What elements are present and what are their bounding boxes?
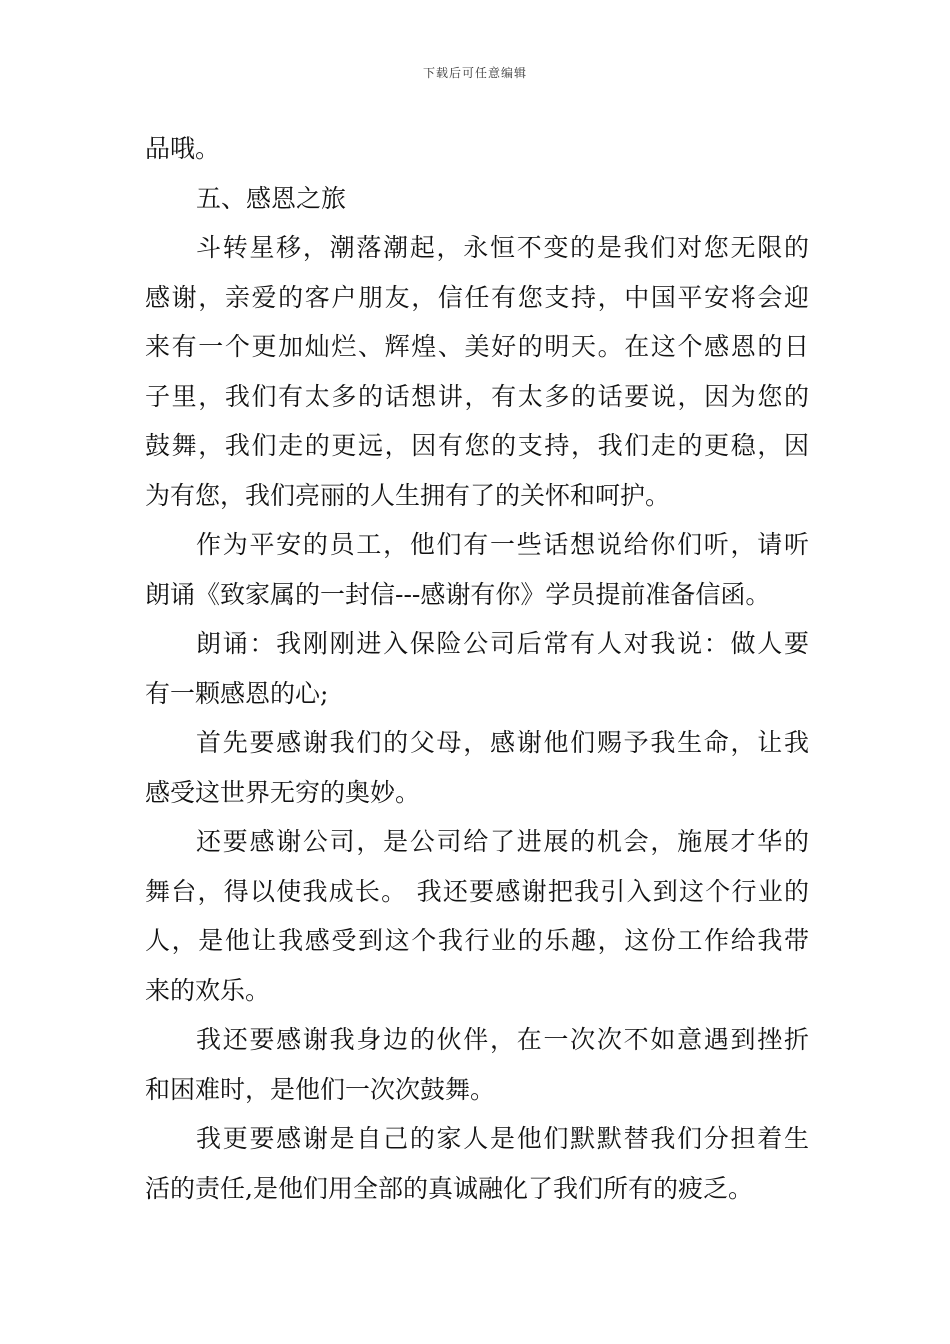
text-line: 作为平安的员工，他们有一些话想说给你们听，请听 [196,530,809,559]
text-line: 为有您，我们亮丽的人生拥有了的关怀和呵护。 [145,480,671,510]
text-line: 和困难时，是他们一次次鼓舞。 [145,1074,496,1104]
text-line: 舞台，得以使我成长。 我还要感谢把我引入到这个行业的 [145,876,809,906]
text-line: 来的欢乐。 [145,975,271,1005]
text-line: 感谢，亲爱的客户朋友，信任有您支持，中国平安将会迎 [145,282,809,312]
text-line: 人，是他让我感受到这个我行业的乐趣，这份工作给我带 [145,926,809,955]
text-line: 来有一个更加灿烂、辉煌、美好的明天。在这个感恩的日 [145,332,809,361]
document-body [145,124,809,1213]
text-line: 我更要感谢是自己的家人是他们默默替我们分担着生 [196,1124,809,1153]
text-line: 还要感谢公司，是公司给了进展的机会，施展才华的 [196,827,809,856]
page-header: 下载后可任意编辑 [422,66,527,80]
text-line: 子里，我们有太多的话想讲，有太多的话要说，因为您的 [145,381,809,411]
text-line: 活的责任,是他们用全部的真诚融化了我们所有的疲乏。 [145,1173,753,1203]
text-line: 斗转星移，潮落潮起，永恒不变的是我们对您无限的 [196,233,809,262]
text-line: 朗诵《致家属的一封信---感谢有你》学员提前准备信函。 [145,579,771,609]
text-line: 鼓舞，我们走的更远，因有您的支持，我们走的更稳，因 [145,431,809,460]
text-line: 首先要感谢我们的父母，感谢他们赐予我生命，让我 [196,728,809,757]
text-line: 品哦。 [145,134,221,163]
text-line: 感受这世界无穷的奥妙。 [145,777,421,807]
text-line: 我还要感谢我身边的伙伴，在一次次不如意遇到挫折 [196,1025,809,1054]
text-line: 五、感恩之旅 [196,183,347,213]
text-line: 朗诵：我刚刚进入保险公司后常有人对我说：做人要 [196,629,809,658]
text-line: 有一颗感恩的心; [145,678,329,708]
